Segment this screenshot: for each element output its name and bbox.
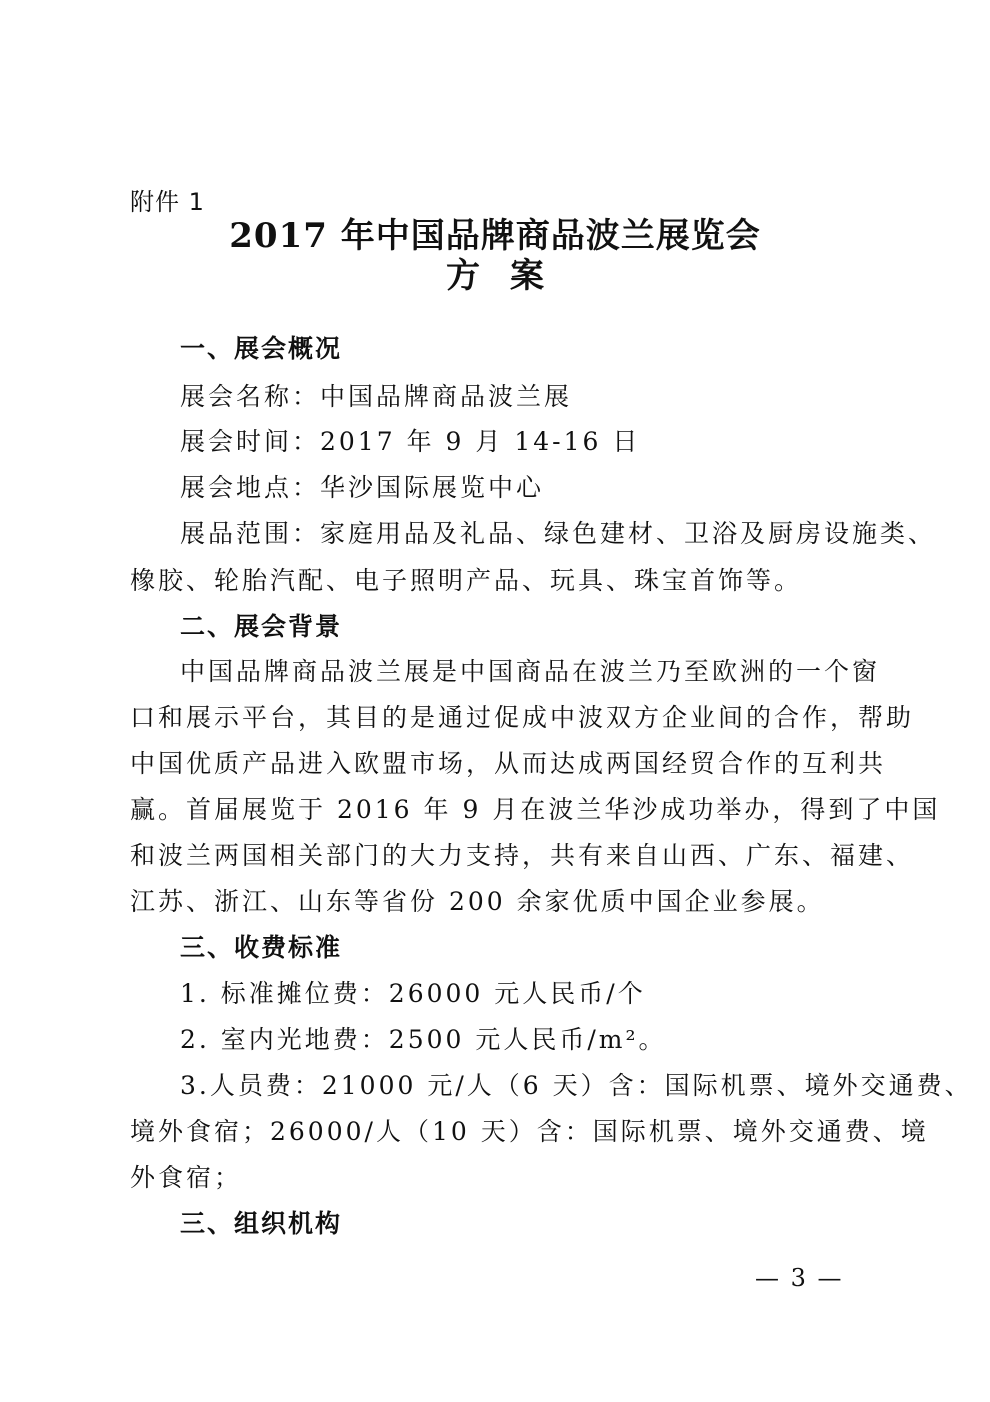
section-heading-overview: 一、展会概况: [180, 334, 343, 363]
background-paragraph-line: 中国优质产品进入欧盟市场，从而达成两国经贸合作的互利共: [130, 749, 887, 778]
fee-item: 2. 室内光地费：2500 元人民币/m²。: [180, 1025, 667, 1054]
exhibition-place: 展会地点：华沙国际展览中心: [180, 473, 545, 502]
fee-item: 1. 标准摊位费：26000 元人民币/个: [180, 979, 646, 1008]
section-heading-background: 二、展会背景: [180, 612, 343, 641]
exhibition-name: 展会名称：中国品牌商品波兰展: [180, 382, 573, 411]
document-title: 2017 年中国品牌商品波兰展览会: [229, 216, 761, 256]
background-paragraph-line: 江苏、浙江、山东等省份 200 余家优质中国企业参展。: [130, 887, 825, 916]
background-paragraph-line: 口和展示平台，其目的是通过促成中波双方企业间的合作，帮助: [130, 703, 915, 732]
attachment-label: 附件 1: [130, 188, 205, 216]
fee-item-continued: 境外食宿；26000/人（10 天）含：国际机票、境外交通费、境: [130, 1117, 929, 1146]
section-heading-fees: 三、收费标准: [180, 933, 343, 962]
background-paragraph-line: 中国品牌商品波兰展是中国商品在波兰乃至欧洲的一个窗: [180, 657, 881, 686]
fee-item: 3.人员费：21000 元/人（6 天）含：国际机票、境外交通费、: [180, 1071, 973, 1100]
section-heading-organization: 三、组织机构: [180, 1209, 343, 1238]
exhibition-time: 展会时间：2017 年 9 月 14-16 日: [180, 427, 641, 456]
document-subtitle: 方案: [446, 256, 574, 296]
exhibition-scope-line: 橡胶、轮胎汽配、电子照明产品、玩具、珠宝首饰等。: [130, 566, 803, 595]
page-number: — 3 —: [755, 1264, 844, 1292]
background-paragraph-line: 赢。首届展览于 2016 年 9 月在波兰华沙成功举办，得到了中国: [130, 795, 941, 824]
exhibition-scope-line: 展品范围：家庭用品及礼品、绿色建材、卫浴及厨房设施类、: [180, 519, 937, 548]
fee-item-continued: 外食宿；: [130, 1163, 243, 1192]
background-paragraph-line: 和波兰两国相关部门的大力支持，共有来自山西、广东、福建、: [130, 841, 915, 870]
